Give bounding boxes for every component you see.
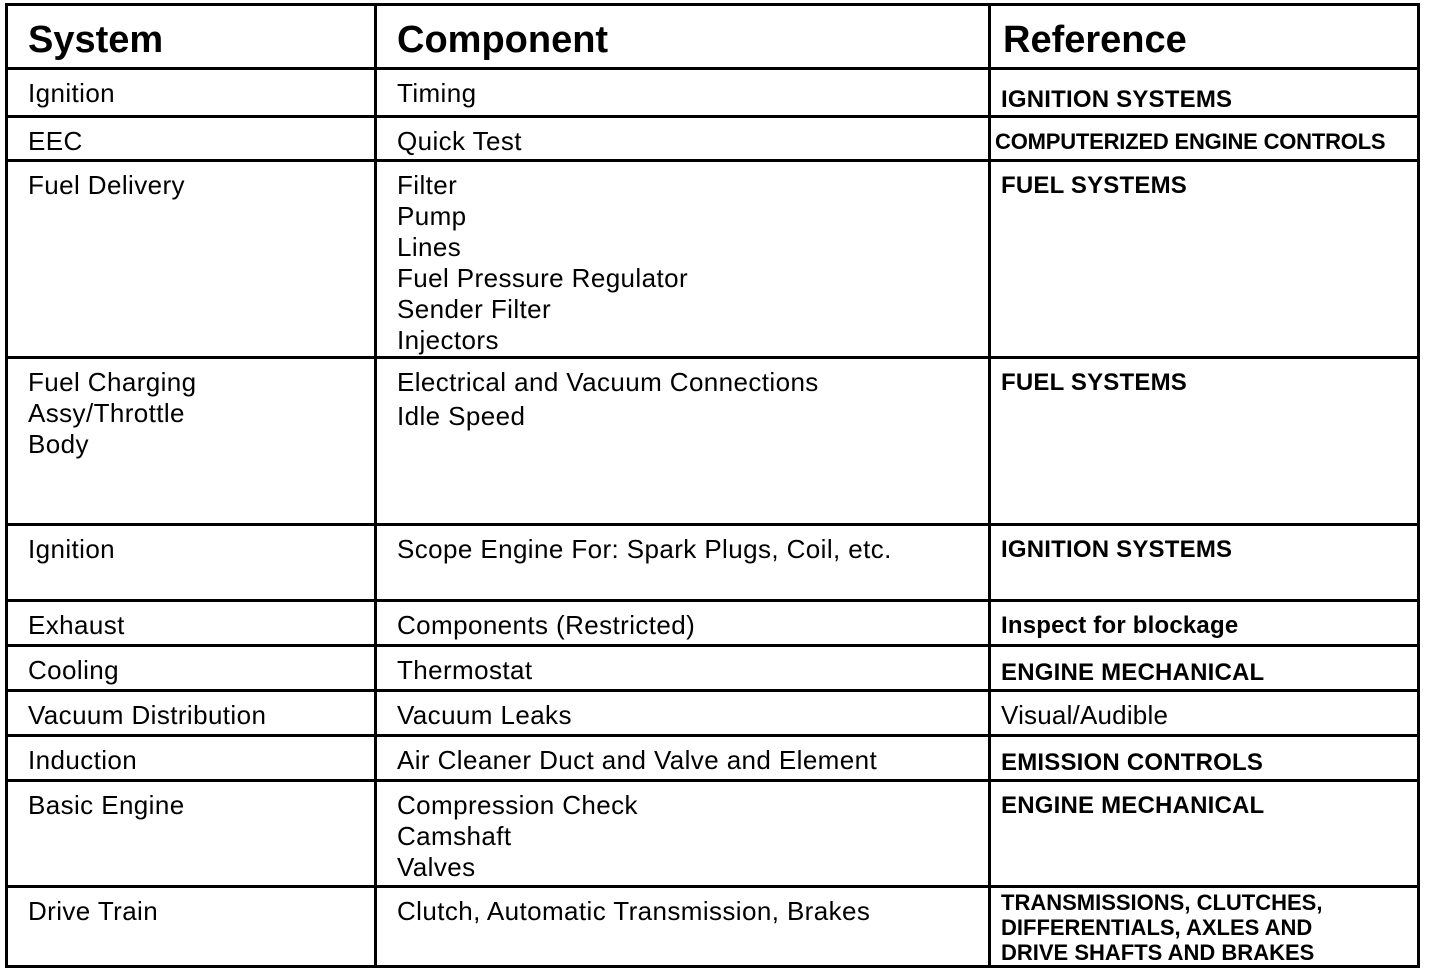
system-text: Drive Train (28, 896, 159, 926)
system-cell (7, 69, 376, 117)
component-cell (376, 117, 990, 161)
reference-cell (990, 117, 1419, 161)
reference-cell (990, 781, 1419, 887)
reference-text: EMISSION CONTROLS (1001, 749, 1264, 776)
reference-text: TRANSMISSIONS, CLUTCHES, (1001, 890, 1323, 915)
table-row (7, 691, 1419, 736)
system-text: Exhaust (28, 610, 125, 640)
system-cell (7, 736, 376, 781)
component-text: Clutch, Automatic Transmission, Brakes (397, 896, 871, 926)
reference-cell (990, 691, 1419, 736)
component-cell (376, 736, 990, 781)
component-text: Sender Filter (397, 294, 552, 324)
reference-cell (990, 887, 1419, 967)
component-cell (376, 887, 990, 967)
system-text: Fuel Delivery (28, 170, 185, 200)
component-cell (376, 691, 990, 736)
reference-text: IGNITION SYSTEMS (1001, 86, 1233, 113)
system-cell (7, 117, 376, 161)
system-text: Basic Engine (28, 790, 185, 820)
component-cell (376, 358, 990, 525)
reference-text: COMPUTERIZED ENGINE CONTROLS (995, 129, 1386, 154)
component-cell (376, 646, 990, 691)
reference-cell (990, 161, 1419, 358)
component-text: Thermostat (397, 655, 533, 685)
system-cell (7, 887, 376, 967)
system-text: Cooling (28, 655, 119, 685)
table-row (7, 646, 1419, 691)
system-cell (7, 781, 376, 887)
component-text: Vacuum Leaks (397, 700, 572, 730)
reference-cell (990, 525, 1419, 601)
system-cell (7, 358, 376, 525)
system-cell (7, 161, 376, 358)
component-cell (376, 525, 990, 601)
reference-text: ENGINE MECHANICAL (1001, 792, 1265, 819)
system-text: Assy/Throttle (28, 398, 185, 428)
reference-text: DRIVE SHAFTS AND BRAKES (1001, 940, 1315, 965)
table-row (7, 161, 1419, 358)
reference-text: Inspect for blockage (1001, 612, 1239, 639)
diagnosis-table (5, 3, 1420, 968)
reference-cell (990, 646, 1419, 691)
reference-cell (990, 358, 1419, 525)
component-text: Components (Restricted) (397, 610, 696, 640)
reference-text: ENGINE MECHANICAL (1001, 659, 1265, 686)
reference-text: FUEL SYSTEMS (1001, 172, 1187, 199)
table-row (7, 117, 1419, 161)
system-cell (7, 646, 376, 691)
table-row (7, 781, 1419, 887)
component-text: Air Cleaner Duct and Valve and Element (397, 745, 878, 775)
component-text: Injectors (397, 325, 499, 355)
system-text: Ignition (28, 534, 116, 564)
system-text: Fuel Charging (28, 367, 197, 397)
component-cell (376, 161, 990, 358)
header-reference: Reference (990, 5, 1419, 69)
component-text: Idle Speed (397, 401, 526, 431)
system-text: Induction (28, 745, 138, 775)
table-row (7, 887, 1419, 967)
system-cell (7, 601, 376, 646)
table-header-row (7, 5, 1419, 69)
reference-text: Visual/Audible (1001, 700, 1169, 730)
component-text: Compression Check (397, 790, 638, 820)
reference-text: IGNITION SYSTEMS (1001, 536, 1233, 563)
table-row (7, 69, 1419, 117)
component-text: Camshaft (397, 821, 512, 851)
header-system: System (7, 5, 376, 69)
component-text: Lines (397, 232, 462, 262)
system-text: Vacuum Distribution (28, 700, 267, 730)
system-text: Ignition (28, 78, 116, 108)
reference-cell (990, 601, 1419, 646)
component-text: Electrical and Vacuum Connections (397, 367, 819, 397)
table-row (7, 525, 1419, 601)
component-text: Pump (397, 201, 467, 231)
system-cell (7, 525, 376, 601)
table-row (7, 601, 1419, 646)
reference-text: DIFFERENTIALS, AXLES AND (1001, 915, 1313, 940)
reference-cell (990, 736, 1419, 781)
component-text: Fuel Pressure Regulator (397, 263, 688, 293)
table-row (7, 736, 1419, 781)
component-text: Scope Engine For: Spark Plugs, Coil, etc. (397, 534, 892, 564)
component-text: Timing (397, 78, 477, 108)
component-cell (376, 601, 990, 646)
header-component: Component (376, 5, 990, 69)
table-row (7, 358, 1419, 525)
component-text: Valves (397, 852, 476, 882)
component-text: Filter (397, 170, 458, 200)
component-cell (376, 69, 990, 117)
system-text: Body (28, 429, 89, 459)
component-cell (376, 781, 990, 887)
system-cell (7, 691, 376, 736)
system-text: EEC (28, 126, 83, 156)
reference-text: FUEL SYSTEMS (1001, 369, 1187, 396)
reference-cell (990, 69, 1419, 117)
component-text: Quick Test (397, 126, 522, 156)
